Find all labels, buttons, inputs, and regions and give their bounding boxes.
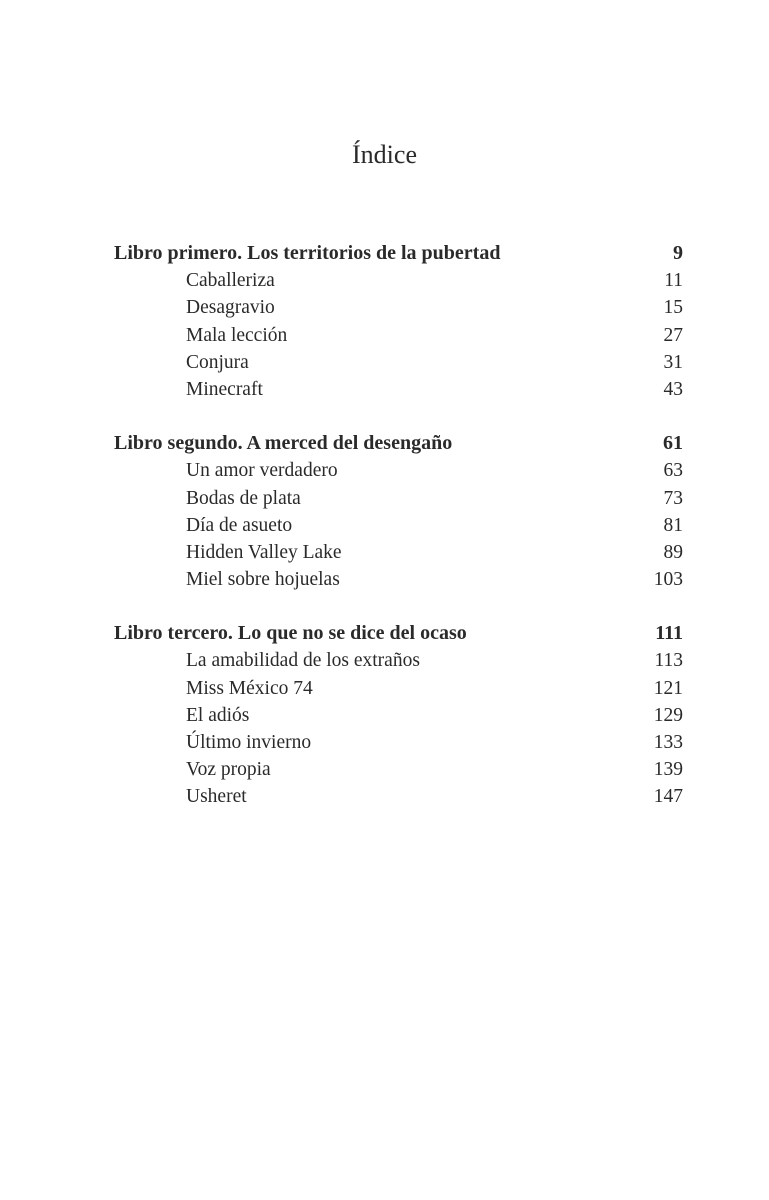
chapter-title: Miel sobre hojuelas: [186, 569, 340, 591]
book-page-number: 61: [663, 432, 683, 455]
chapter-page-number: 73: [663, 487, 683, 509]
chapter-page-number: 139: [653, 759, 683, 781]
chapter-entry: [114, 566, 683, 593]
book-page-number: 111: [655, 622, 683, 645]
chapter-entry: [114, 349, 683, 376]
page-title: Índice: [352, 140, 417, 169]
chapter-title: El adiós: [186, 704, 250, 726]
chapter-entry: [114, 647, 683, 674]
book-entry: [114, 240, 683, 267]
chapter-title: Caballeriza: [186, 270, 275, 292]
chapter-page-number: 11: [664, 270, 683, 292]
book-section-3: [114, 620, 683, 810]
chapter-title: Voz propia: [186, 759, 271, 781]
chapter-entry: [114, 675, 683, 702]
book-section-1: [114, 240, 683, 403]
chapter-page-number: 133: [653, 732, 683, 753]
chapter-page-number: 31: [663, 351, 683, 373]
chapter-page-number: 63: [663, 460, 683, 482]
chapter-title: Miss México 74: [186, 677, 313, 699]
chapter-entry: [114, 322, 683, 349]
chapter-entry: [114, 702, 683, 729]
chapter-title: Mala lección: [186, 324, 288, 346]
chapter-title: Minecraft: [186, 378, 263, 400]
chapter-title: Último invierno: [186, 732, 312, 753]
chapter-title: Un amor verdadero: [186, 460, 338, 482]
chapter-page-number: 27: [663, 324, 683, 346]
chapter-entry: [114, 376, 683, 403]
chapter-entry: [114, 729, 683, 756]
chapter-entry: [114, 294, 683, 321]
chapter-entry: [114, 267, 683, 294]
chapter-page-number: 121: [653, 677, 683, 699]
chapter-entry: [114, 485, 683, 512]
chapter-entry: [114, 512, 683, 539]
chapter-title: La amabilidad de los extraños: [186, 650, 420, 672]
chapter-page-number: 147: [653, 786, 683, 808]
chapter-title: Conjura: [186, 351, 249, 373]
chapter-page-number: 81: [663, 514, 683, 536]
book-title: Libro tercero. Lo que no se dice del ocaso: [114, 622, 467, 645]
chapter-entry: [114, 756, 683, 783]
chapter-page-number: 89: [663, 541, 683, 563]
book-page-number: 9: [673, 242, 683, 264]
chapter-page-number: 103: [653, 569, 683, 591]
chapter-entry: [114, 539, 683, 566]
book-entry: [114, 430, 683, 457]
book-entry: [114, 620, 683, 647]
book-section-2: [114, 430, 683, 593]
chapter-title: Día de asueto: [186, 514, 293, 536]
chapter-title: Desagravio: [186, 297, 275, 319]
chapter-title: Bodas de plata: [186, 487, 301, 509]
chapter-entry: [114, 457, 683, 484]
chapter-title: Usheret: [186, 786, 247, 808]
chapter-page-number: 15: [663, 297, 683, 319]
book-title: Libro primero. Los territorios de la pubertad: [114, 242, 501, 264]
table-of-contents: [114, 240, 683, 838]
book-title: Libro segundo. A merced del desengaño: [114, 432, 453, 455]
chapter-entry: [114, 783, 683, 810]
chapter-page-number: 113: [654, 650, 683, 672]
chapter-title: Hidden Valley Lake: [186, 541, 342, 563]
chapter-page-number: 43: [663, 378, 683, 400]
chapter-page-number: 129: [653, 704, 683, 726]
